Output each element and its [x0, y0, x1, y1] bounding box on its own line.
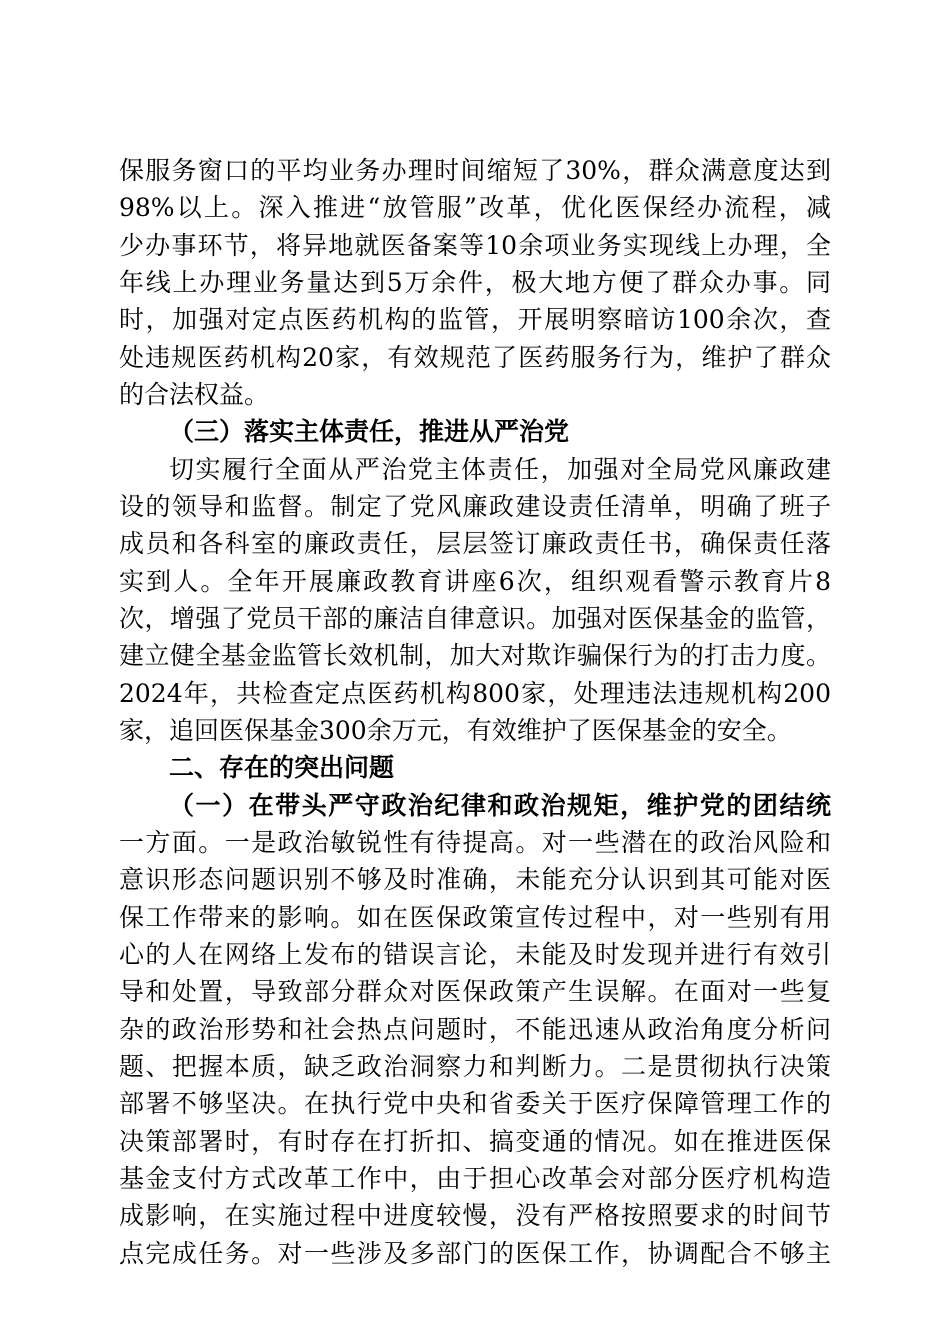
paragraph-line: 的合法权益。 — [119, 380, 270, 409]
paragraph-line: 基金支付方式改革工作中，由于担心改革会对部分医疗机构造 — [119, 1164, 831, 1193]
paragraph-line: 处违规医药机构20家，有效规范了医药服务行为，维护了群众 — [119, 343, 831, 372]
paragraph-line: 成影响，在实施过程中进度较慢，没有严格按照要求的时间节 — [119, 1201, 831, 1230]
paragraph-line: 部署不够坚决。在执行党中央和省委关于医疗保障管理工作的 — [119, 1089, 831, 1118]
paragraph-line: 决策部署时，有时存在打折扣、搞变通的情况。如在推进医保 — [119, 1127, 831, 1156]
paragraph-line: 一方面。一是政治敏锐性有待提高。对一些潜在的政治风险和 — [119, 828, 831, 857]
paragraph-line: 98%以上。深入推进“放管服”改革，优化医保经办流程，减 — [119, 193, 831, 222]
paragraph-line: 年线上办理业务量达到5万余件，极大地方便了群众办事。同 — [119, 268, 831, 297]
paragraph-line: 保工作带来的影响。如在医保政策宣传过程中，对一些别有用 — [119, 903, 831, 932]
paragraph-line: 建立健全基金监管长效机制，加大对欺诈骗保行为的打击力度。 — [119, 641, 831, 670]
paragraph-line: 切实履行全面从严治党主体责任，加强对全局党风廉政建 — [169, 455, 831, 484]
paragraph-line: 意识形态问题识别不够及时准确，未能充分认识到其可能对医 — [119, 865, 831, 894]
paragraph-line: 2024年，共检查定点医药机构800家，处理违法违规机构200 — [119, 679, 831, 708]
paragraph-line: 导和处置，导致部分群众对医保政策产生误解。在面对一些复 — [119, 977, 831, 1006]
paragraph-line: 成员和各科室的廉政责任，层层签订廉政责任书，确保责任落 — [119, 529, 831, 558]
paragraph-line: 杂的政治形势和社会热点问题时，不能迅速从政治角度分析问 — [119, 1015, 831, 1044]
paragraph-line: （一）在带头严守政治纪律和政治规矩，维护党的团结统 — [169, 791, 831, 820]
paragraph-line: 次，增强了党员干部的廉洁自律意识。加强对医保基金的监管， — [119, 604, 831, 633]
paragraph-line: 实到人。全年开展廉政教育讲座6次，组织观看警示教育片8 — [119, 567, 831, 596]
section-heading-3: （三）落实主体责任，推进从严治党 — [169, 417, 570, 446]
paragraph-line: 设的领导和监督。制定了党风廉政建设责任清单，明确了班子 — [119, 492, 831, 521]
paragraph-line: 点完成任务。对一些涉及多部门的医保工作，协调配合不够主 — [119, 1239, 831, 1268]
paragraph-line: 心的人在网络上发布的错误言论，未能及时发现并进行有效引 — [119, 940, 831, 969]
paragraph-line: 题、把握本质，缺乏政治洞察力和判断力。二是贯彻执行决策 — [119, 1052, 831, 1081]
paragraph-line: 少办事环节，将异地就医备案等10余项业务实现线上办理，全 — [119, 231, 831, 260]
paragraph-line: 时，加强对定点医药机构的监管，开展明察暗访100余次，查 — [119, 305, 831, 334]
section-heading-2: 二、存在的突出问题 — [169, 753, 395, 782]
paragraph-line: 家，追回医保基金300余万元，有效维护了医保基金的安全。 — [119, 716, 792, 745]
paragraph-line: 保服务窗口的平均业务办理时间缩短了30%，群众满意度达到 — [119, 156, 831, 185]
